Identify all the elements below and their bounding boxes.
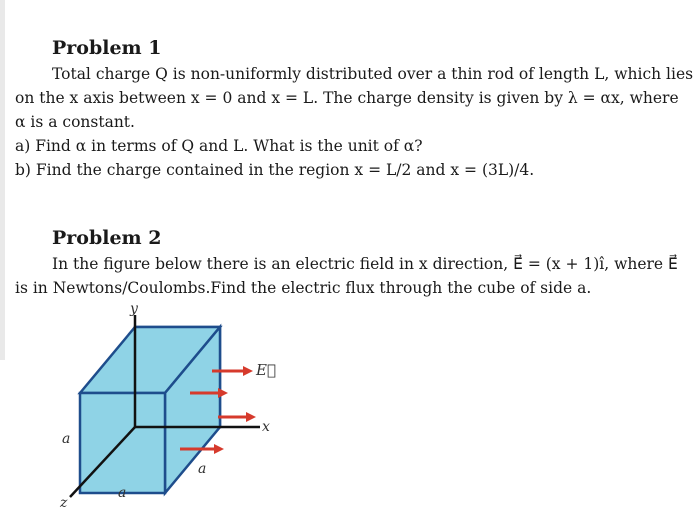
side-label-left: a	[62, 431, 71, 447]
side-label-bottom: a	[118, 485, 127, 501]
problem-1-text-line-1: Total charge Q is non-uniformly distributed over a thin rod of length L, which lies	[52, 65, 694, 83]
field-label: E⃗	[256, 361, 276, 379]
cube-figure	[40, 301, 300, 525]
page-margin-rule	[0, 0, 5, 360]
side-label-depth: a	[198, 461, 207, 477]
y-axis-label: y	[130, 301, 138, 317]
problem-2-heading: Problem 2	[52, 227, 162, 249]
problem-2-text-line-2: is in Newtons/Coulombs.Find the electric flux through the cube of side a.	[15, 279, 592, 297]
x-axis-label: x	[262, 419, 270, 435]
problem-2-text-line-1: In the figure below there is an electric field in x direction, E⃗ = (x + 1)î, where E⃗	[52, 255, 678, 273]
cube-front-face	[80, 393, 165, 493]
problem-1-text-line-2: on the x axis between x = 0 and x = L. The charge density is given by λ = αx, where	[15, 89, 679, 107]
cube-diagram	[40, 305, 300, 525]
problem-1-heading: Problem 1	[52, 37, 162, 59]
problem-1-part-a: a) Find α in terms of Q and L. What is the unit of α?	[15, 137, 423, 155]
problem-1-part-b: b) Find the charge contained in the region x = L/2 and x = (3L)/4.	[15, 161, 535, 179]
z-axis-label: z	[60, 495, 68, 511]
problem-1-text-line-3: α is a constant.	[15, 113, 135, 131]
